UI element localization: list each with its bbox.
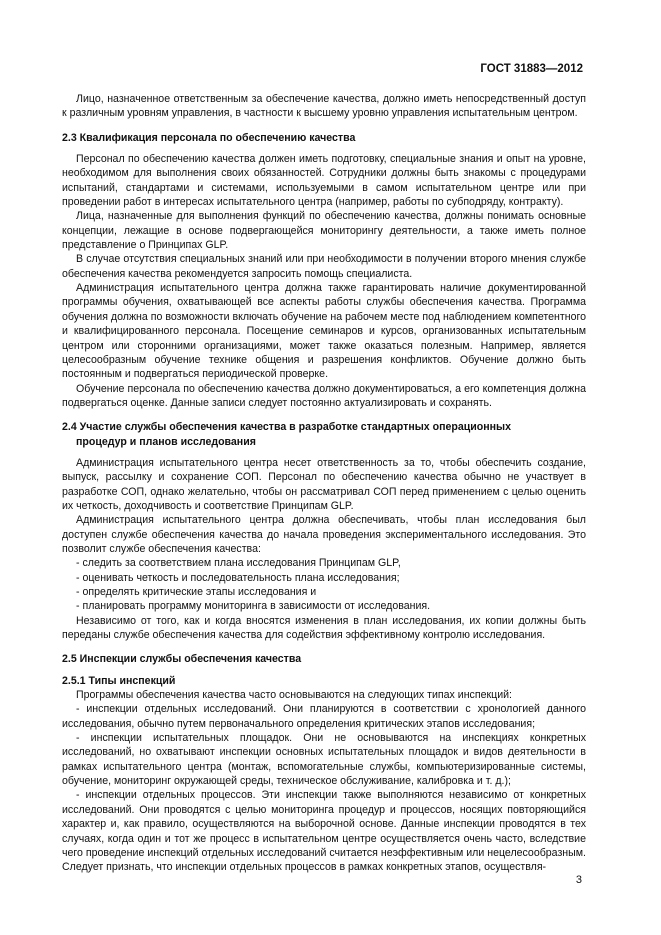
list-item: - определять критические этапы исследования и [76, 586, 317, 598]
paragraph: Программы обеспечения качества часто основываются на следующих типах инспекций: [76, 689, 512, 702]
paragraph: В случае отсутствия специальных знаний или при необходимости в получении второго мнения службе обеспечения качества рекомендуется запросить помощь специалиста. [62, 253, 586, 280]
list-item: - планировать программу мониторинга в зависимости от исследования. [76, 600, 431, 613]
paragraph: Независимо от того, как и когда вносятся изменения в план исследования, их копии должны быть переданы службе обеспечения качества для содействия эффективному контролю исследования. [62, 614, 586, 642]
paragraph: - инспекции отдельных исследований. Они планируются в соответствии с хронологией данного исследования, обычно путем первоначального определения критических этапов исследования; [62, 703, 586, 730]
paragraph: Лица, назначенные для выполнения функций по обеспечению качества, должны понимать основные концепции, лежащие в основе подвергающейся мониторингу деятельности, а также иметь полное представление о Принципах GLP. [62, 210, 586, 252]
subsection-heading-2-5-1: 2.5.1 Типы инспекций [62, 674, 176, 687]
paragraph: Администрация испытательного центра должна также гарантировать наличие документированной программы обучения, охватывающей все аспекты работы службы обеспечения качества. Программа обучения должна по возможности включать обучение на рабочем месте под наблюдением компетентного и квалифицированного персонала. Посещение семинаров и курсов, организованных испытательным центром или сторонними организациями, может также оказаться полезным. Например, является целесообразным обучение технике общения и разрешения конфликтов. Обучение должно быть постоянным и подвергаться периодической проверке. [62, 282, 586, 381]
paragraph: Администрация испытательного центра должна обеспечивать, чтобы план исследования был доступен службе обеспечения качества до начала проведения экспериментального исследования. Это позволит службе обеспечения качества: [62, 514, 586, 555]
paragraph: Лицо, назначенное ответственным за обеспечение качества, должно иметь непосредственный доступ к различным уровням управления, в частности к высшему уровню управления испытательным центром. [62, 93, 586, 120]
list-item: - следить за соответствием плана исследования Принципам GLP, [76, 557, 401, 570]
paragraph: Администрация испытательного центра несет ответственность за то, чтобы обеспечить создание, выпуск, рассылку и сохранение СОП. Персонал по обеспечению качества обычно не участвует в разработке СОП, однако желательно, чтобы он рассматривал СОП перед применением с целью оценить их четкость, доходчивость и соответствие Принципам GLP. [62, 456, 586, 512]
section-heading-2-3: 2.3 Квалификация персонала по обеспечению качества [62, 131, 356, 144]
section-heading-2-5: 2.5 Инспекции службы обеспечения качества [62, 653, 302, 666]
document-id-header: ГОСТ 31883—2012 [480, 63, 583, 75]
paragraph: - инспекции испытательных площадок. Они не основываются на инспекциях конкретных исследований, но охватывают инспекции основных испытательных площадок и видов деятельности в рамках испытательного центра (монтаж, вспомогательные службы, компьютеризированные системы, обучение, мониторинг окружающей среды, техническое обслуживание, калибровка и т. д.); [62, 732, 586, 788]
paragraph: Обучение персонала по обеспечению качества должно документироваться, а его компетенция должна подвергаться оценке. Данные записи следует постоянно актуализировать и сохранять. [62, 382, 586, 409]
section-heading-line: процедур и планов исследования [76, 435, 256, 448]
section-heading-line: 2.4 Участие службы обеспечения качества в разработке стандартных операционных [62, 421, 511, 434]
page-number: 3 [575, 874, 582, 886]
paragraph: Персонал по обеспечению качества должен иметь подготовку, специальные знания и опыт на уровне, необходимом для выполнения своих обязанностей. Сотрудники должны быть знакомы с процедурами испытаний, стандартами и системами, используемыми в самом испытательном центре или при проведении работ в интересах испытательного центра (например, работы по субподряду, контракту). [62, 153, 586, 209]
paragraph: - инспекции отдельных процессов. Эти инспекции также выполняются независимо от конкретных исследований. Они проводятся с целью мониторинга процедур и процессов, носящих повторяющийся характер и, как правило, осуществляются на выборочной основе. Данные инспекции проводятся в тех случаях, когда один и тот же процесс в испытательном центре осуществляется очень часто, вследствие чего проведение инспекций отдельных исследований считается неэффективным или нецелесообразным. Следует признать, что инспекции отдельных процессов в рамках конкретных этапов, осуществля- [62, 789, 586, 874]
section-heading-2-4 [62, 420, 586, 449]
page-body [62, 92, 586, 875]
list-item: - оценивать четкость и последовательность плана исследования; [76, 571, 400, 584]
